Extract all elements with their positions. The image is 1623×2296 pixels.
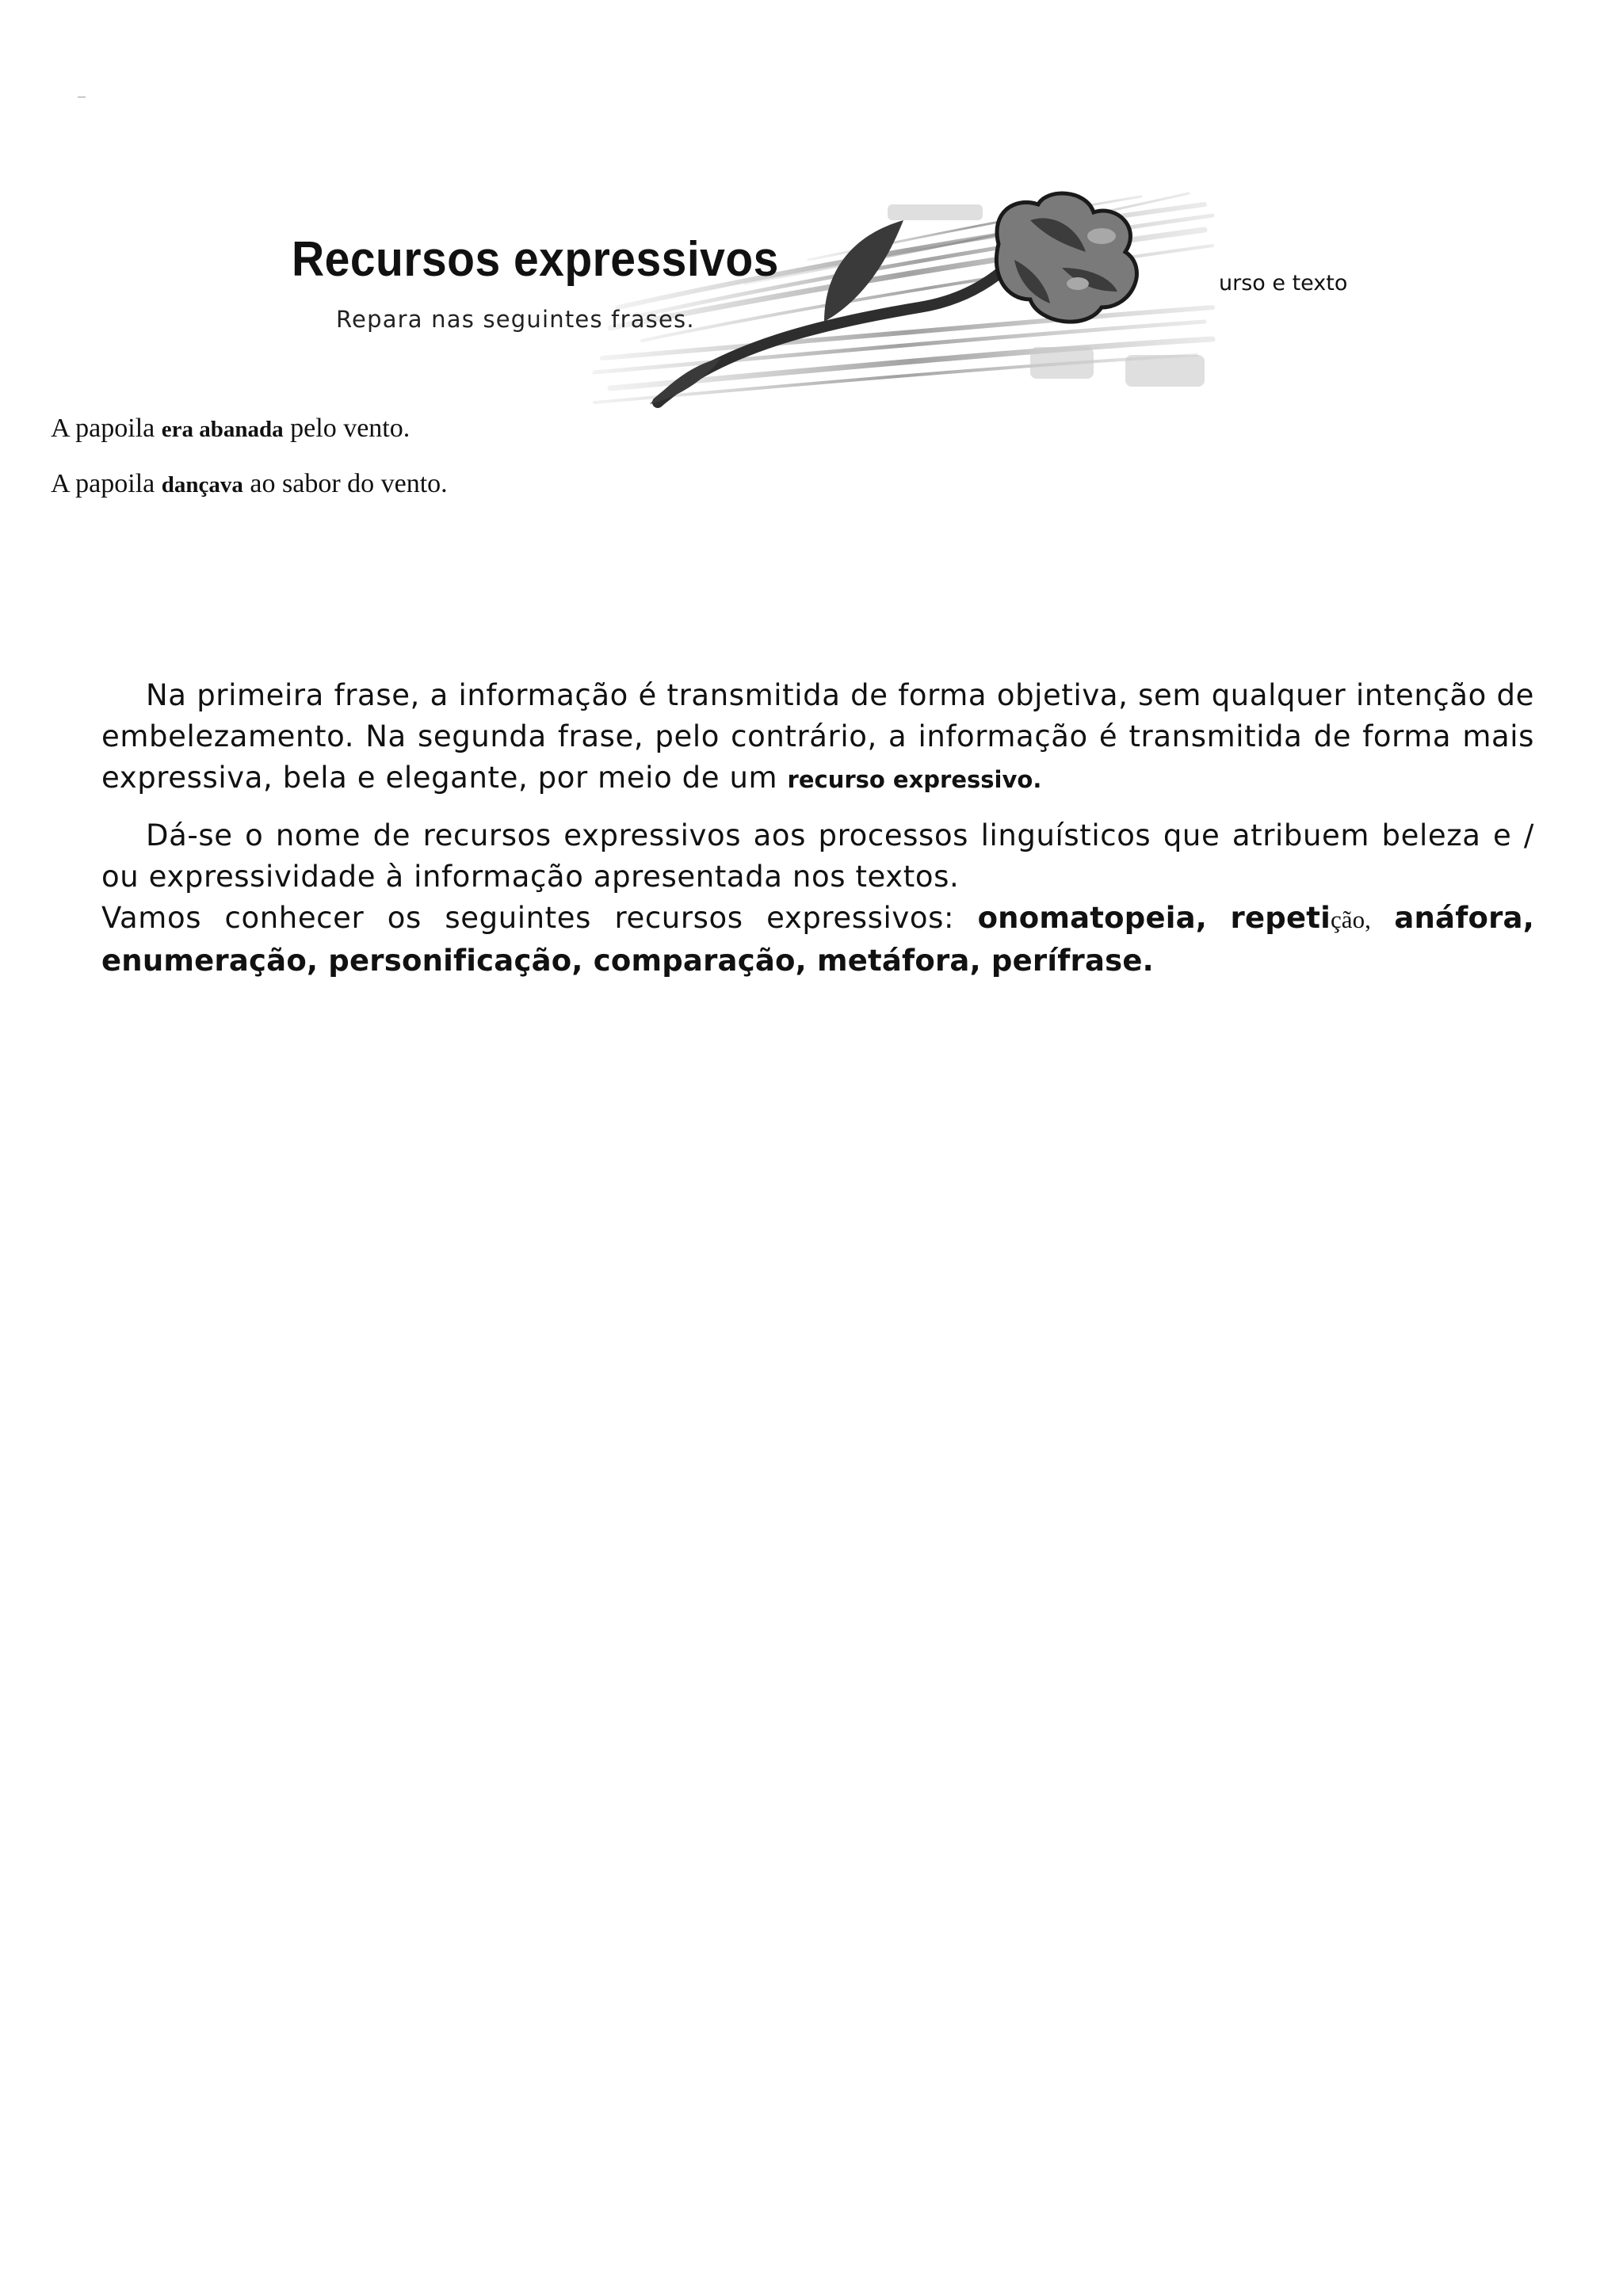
header-side-fragment: urso e texto bbox=[1219, 271, 1348, 296]
example-text: A papoila bbox=[51, 414, 162, 443]
paragraph-emphasis: recurso expressivo. bbox=[787, 766, 1042, 793]
paragraph-intro: Vamos conhecer os seguintes recursos expressivos: bbox=[101, 901, 978, 935]
paragraph-list bbox=[101, 898, 1534, 982]
example-emphasis: dançava bbox=[161, 472, 243, 498]
paragraph-text: Dá-se o nome de recursos expressivos aos processos linguísticos que atribuem beleza e / ou expressividade à informação apresentada nos textos. bbox=[101, 818, 1534, 894]
flower-illustration bbox=[586, 189, 1220, 414]
paragraph-definition bbox=[101, 815, 1534, 898]
paragraph-explanation bbox=[101, 675, 1534, 800]
example-sentence-1 bbox=[51, 414, 410, 444]
terms-rest: anáfora, enumeração, personificação, comparação, metáfora, perífrase. bbox=[101, 901, 1534, 978]
term-repeticao-bold: repeti bbox=[1230, 901, 1331, 935]
term-repeticao-tail: ção, bbox=[1331, 906, 1371, 933]
example-text: ao sabor do vento. bbox=[242, 469, 448, 498]
example-text: A papoila bbox=[51, 469, 162, 498]
example-text: pelo vento. bbox=[283, 414, 411, 443]
flower-icon bbox=[586, 189, 1220, 414]
page-subtitle: Repara nas seguintes frases. bbox=[336, 306, 695, 333]
paragraph-text: Na primeira frase, a informação é transmitida de forma objetiva, sem qualquer intenção de embelezamento. Na segunda frase, pelo contrário, a informação é transmitida de forma mais expressiva, bela e elegante, por meio de um bbox=[101, 678, 1534, 795]
page-title: Recursos expressivos bbox=[292, 232, 779, 287]
example-sentence-2 bbox=[51, 469, 448, 499]
example-emphasis: era abanada bbox=[161, 417, 284, 442]
term-onomatopeia: onomatopeia, bbox=[977, 901, 1208, 935]
